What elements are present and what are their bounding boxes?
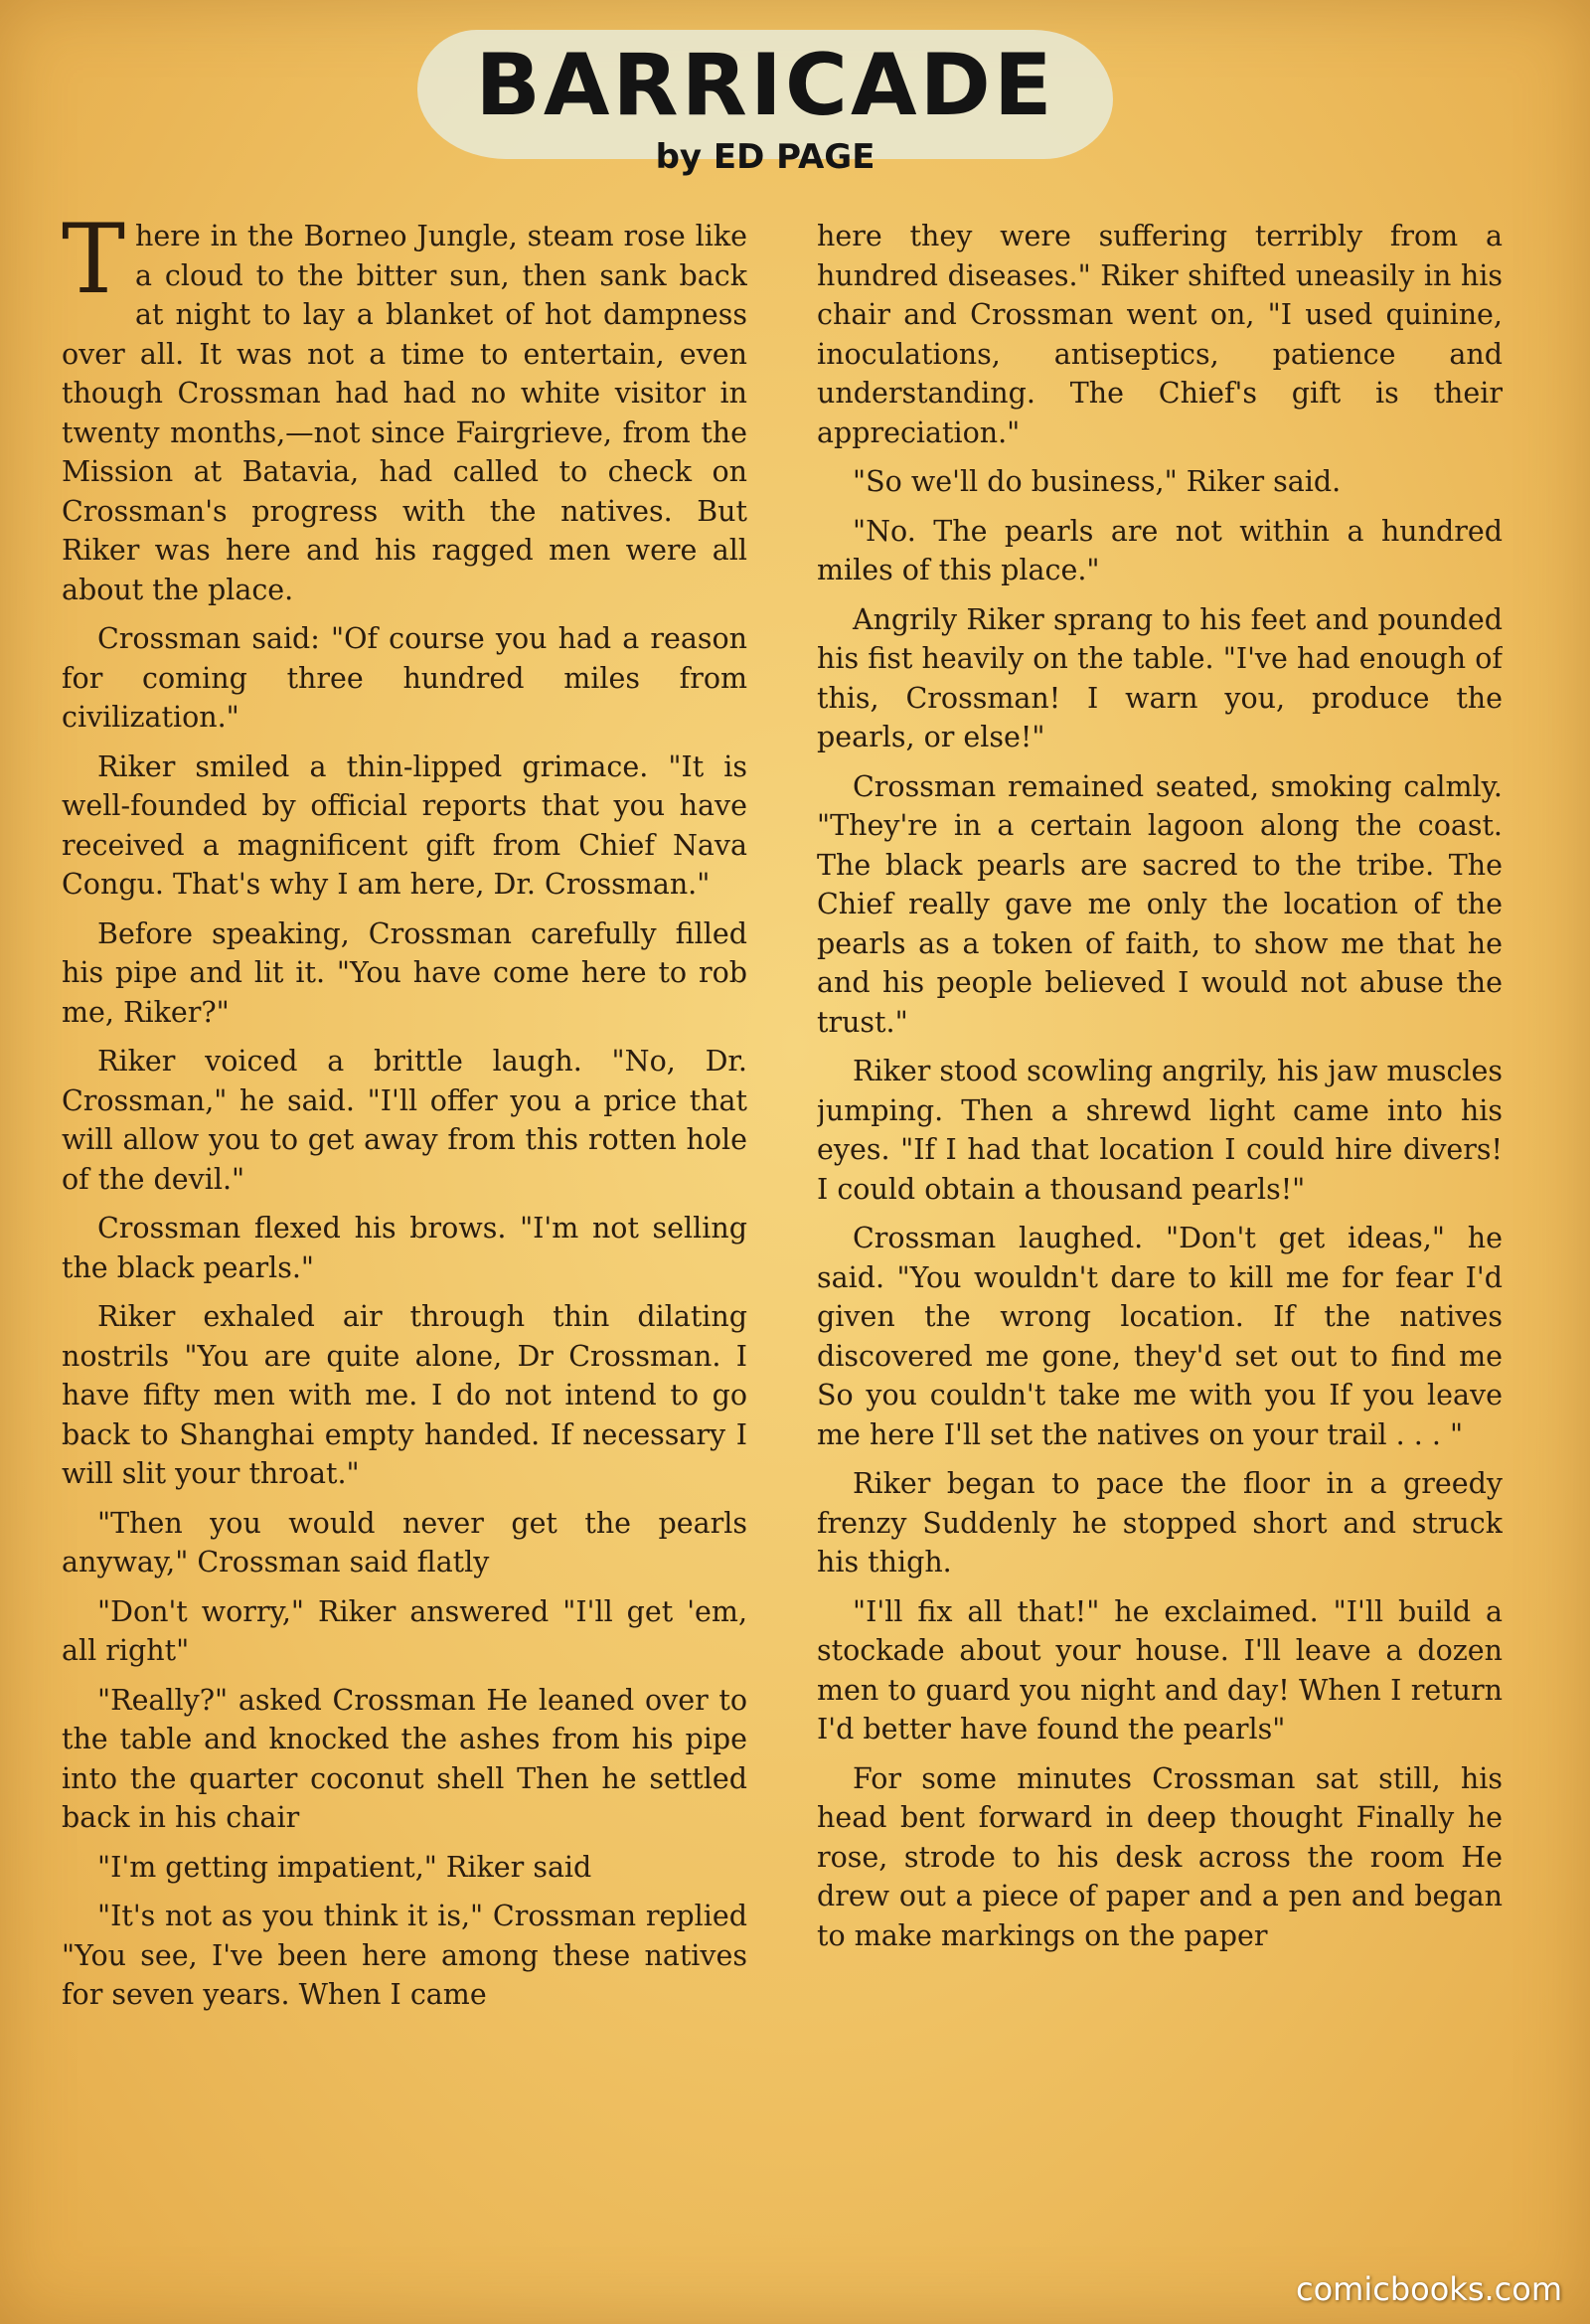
paragraph — [62, 1504, 747, 1582]
paragraph-text: "So we'll do business," Riker said. — [853, 465, 1342, 498]
paragraph-text: here they were suffering terribly from a hundred diseases." Riker shifted uneasily in his chair and Crossman went on, "I used quinine, inoculations, antiseptics, patience and understanding. The Chief's gift is their appreciation." — [817, 220, 1503, 449]
paragraph-text: Before speaking, Crossman carefully filled his pipe and lit it. "You have come here to rob me, Riker?" — [62, 916, 747, 1029]
paragraph — [817, 1592, 1503, 1749]
paragraph-text: Angrily Riker sprang to his feet and pounded his fist heavily on the table. "I've had enough of this, Crossman! I warn you, produce the pearls, or else!" — [817, 602, 1503, 753]
paragraph — [817, 1759, 1503, 1956]
paragraph-text: Crossman laughed. "Don't get ideas," he said. "You wouldn't dare to kill me for fear I'd given the wrong location. If the natives discovered me gone, they'd set out to find me So you couldn't take me with you If you leave me here I'll set the natives on your trail . . . " — [817, 1222, 1503, 1451]
paragraph-text: Crossman flexed his brows. "I'm not selling the black pearls." — [62, 1212, 747, 1284]
paragraph-text: For some minutes Crossman sat still, his head bent forward in deep thought Finally he rose, strode to his desk across the room He drew out a piece of paper and a pen and began to make markings on the paper — [817, 1761, 1503, 1952]
paragraph — [62, 1681, 747, 1838]
paragraph — [62, 914, 747, 1033]
watermark: comicbooks.com — [1295, 2270, 1562, 2308]
paragraph — [62, 619, 747, 738]
story-body — [62, 217, 1503, 2244]
story-byline: by ED PAGE — [655, 137, 875, 177]
paragraph — [62, 1848, 747, 1888]
paragraph-text: "Then you would never get the pearls anyway," Crossman said flatly — [62, 1506, 747, 1578]
paragraph — [817, 1052, 1503, 1209]
paragraph — [62, 747, 747, 905]
paragraph — [817, 600, 1503, 757]
paragraph-text: "No. The pearls are not within a hundred miles of this place." — [817, 514, 1503, 586]
story-header — [417, 22, 1113, 191]
paragraph-text: Riker voiced a brittle laugh. "No, Dr. Crossman," he said. "I'll offer you a price that will allow you to get away from this rotten hole of the devil." — [62, 1045, 747, 1196]
paragraph-text: "Don't worry," Riker answered "I'll get 'em, all right" — [62, 1594, 747, 1667]
paragraph-text: "It's not as you think it is," Crossman replied "You see, I've been here among these natives for seven years. When I came — [62, 1900, 747, 2011]
paragraph — [62, 217, 747, 609]
paragraph-text: "Really?" asked Crossman He leaned over to the table and knocked the ashes from his pipe into the quarter coconut shell Then he settled back in his chair — [62, 1683, 747, 1834]
paragraph — [817, 462, 1503, 502]
paragraph-text: Riker stood scowling angrily, his jaw muscles jumping. Then a shrewd light came into his eyes. "If I had that location I could hire divers! I could obtain a thousand pearls!" — [817, 1055, 1503, 1206]
paragraph-text: Riker smiled a thin-lipped grimace. "It is well-founded by official reports that you have received a magnificent gift from Chief Nava Congu. That's why I am here, Dr. Crossman." — [62, 749, 747, 901]
paragraph-text: Crossman said: "Of course you had a reason for coming three hundred miles from civilization." — [62, 622, 747, 734]
paragraph — [62, 1042, 747, 1199]
paragraph — [62, 1897, 747, 2015]
paragraph — [817, 1464, 1503, 1582]
text-column-left — [62, 217, 747, 2244]
paragraph — [62, 1209, 747, 1287]
text-column-right — [817, 217, 1503, 2244]
paragraph-text: Crossman remained seated, smoking calmly. "They're in a certain lagoon along the coast. The black pearls are sacred to the tribe. The Chief really gave me only the location of the pearls as a token of faith, to show me that he and his people believed I would not abuse the trust." — [817, 769, 1503, 1039]
paragraph — [817, 767, 1503, 1043]
paragraph-text: here in the Borneo Jungle, steam rose like a cloud to the bitter sun, then sank back at night to lay a blanket of hot dampness over all. It was not a time to entertain, even though Crossman had had no white visitor in twenty months,—not since Fairgrieve, from the Mission at Batavia, had called to check on Crossman's progress with the natives. But Riker was here and his ragged men were all about the place. — [62, 220, 747, 606]
paragraph — [817, 1219, 1503, 1454]
paragraph-text: "I'm getting impatient," Riker said — [97, 1850, 592, 1884]
paragraph — [817, 217, 1503, 452]
drop-cap: T — [62, 217, 126, 315]
paragraph-text: Riker exhaled air through thin dilating nostrils "You are quite alone, Dr Crossman. I have fifty men with me. I do not intend to go back to Shanghai empty handed. If necessary I will slit your throat." — [62, 1300, 747, 1490]
story-title: BARRICADE — [475, 36, 1055, 135]
paragraph — [817, 512, 1503, 590]
paragraph-text: "I'll fix all that!" he exclaimed. "I'll build a stockade about your house. I'll leave a dozen men to guard you night and day! When I return I'd better have found the pearls" — [817, 1594, 1503, 1745]
paragraph — [62, 1592, 747, 1671]
paragraph-text: Riker began to pace the floor in a greedy frenzy Suddenly he stopped short and struck his thigh. — [817, 1467, 1503, 1578]
paragraph — [62, 1297, 747, 1494]
